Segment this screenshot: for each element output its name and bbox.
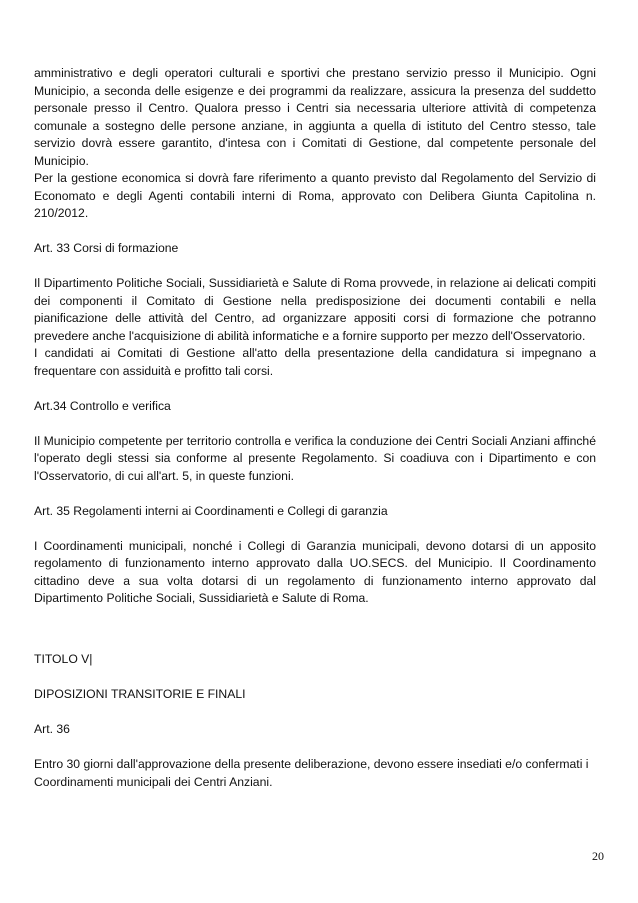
article-heading: Art. 36 [34,722,70,736]
article-heading: Art. 35 Regolamenti interni ai Coordinamenti e Collegi di garanzia [34,503,388,518]
paragraph: I candidati ai Comitati di Gestione all'atto della presentazione della candidatura si impegnano a frequentare con assiduità e profitto tali corsi. [34,346,596,378]
article-heading: Art.34 Controllo e verifica [34,398,171,413]
paragraph: I Coordinamenti municipali, nonché i Collegi di Garanzia municipali, devono dotarsi di un apposito regolamento di funzionamento interno approvato dalla UO.SECS. del Municipio. Il Coordinamento cittadino deve a sua volta dotarsi di un regolamento di funzionamento interno approvato dal Dipartimento Politiche Sociali, Sussidiarietà e Salute di Roma. [34,538,596,605]
paragraph: Per la gestione economica si dovrà fare riferimento a quanto previsto dal Regolamento del Servizio di Economato e degli Agenti contabili interni di Roma, approvato con Delibera Giunta Capitolina n. 210/2012. [34,171,596,220]
page-number: 20 [592,849,604,863]
article-heading: Art. 33 Corsi di formazione [34,241,179,255]
paragraph: Il Dipartimento Politiche Sociali, Sussidiarietà e Salute di Roma provvede, in relazione ai delicati compiti dei componenti il Comitato di Gestione nella predisposizione dei documenti contabili e nella pianificazione delle attività del Centro, ad organizzare appositi corsi di formazione che potranno prevedere anche l'acquisizione di abilità informatiche e a fornire supporto per mezzo dell'Osservatorio. [34,276,596,343]
paragraph: Il Municipio competente per territorio controlla e verifica la conduzione dei Centri Sociali Anziani affinché l'operato degli stessi sia conforme al presente Regolamento. Si coadiuva con i Dipartimento e con l'Osservatorio, di cui all'art. 5, in queste funzioni. [34,433,596,483]
document-body [34,65,596,791]
paragraph: amministrativo e degli operatori culturali e sportivi che prestano servizio presso il Municipio. Ogni Municipio, a seconda delle esigenze e dei programmi da realizzare, assicura la presenza del suddetto personale presso il Centro. Qualora presso i Centri sia necessaria ulteriore attività di competenza comunale a sostegno delle persone anziane, in aggiunta a quella di istituto del Centro stesso, tale servizio dovrà essere garantito, d'intesa con i Comitati di Gestione, dal competente personale del Municipio. [34,66,596,168]
title-heading: TITOLO V| [34,652,93,666]
paragraph: Entro 30 giorni dall'approvazione della presente deliberazione, devono essere insediati e/o confermati i Coordinamenti municipali dei Centri Anziani. [34,757,589,789]
section-heading: DIPOSIZIONI TRANSITORIE E FINALI [34,687,246,701]
